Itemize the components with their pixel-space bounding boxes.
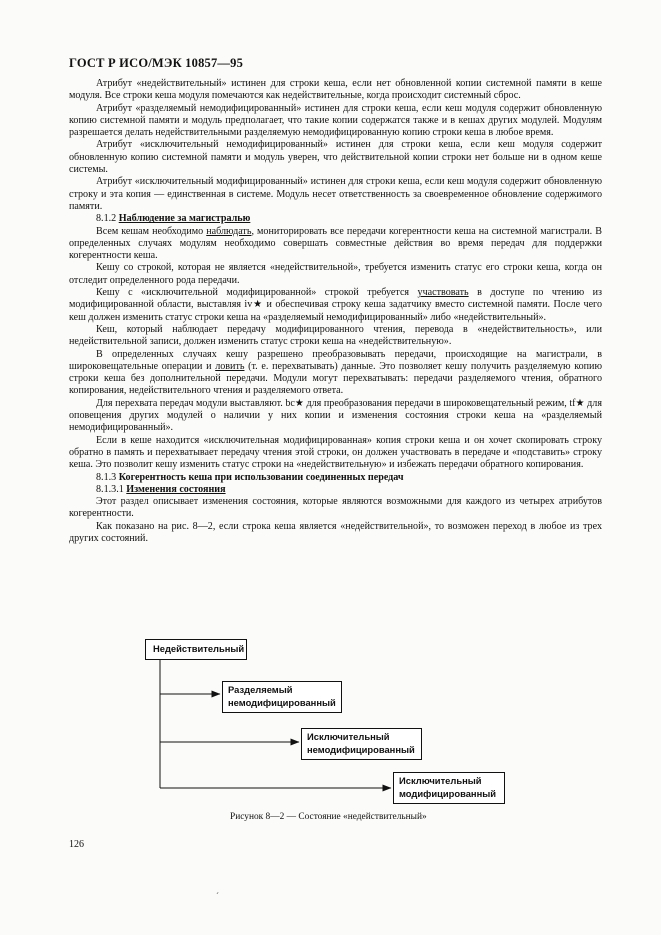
page-number: 126 bbox=[69, 839, 84, 850]
text-run: (т. е. перехватывать) данные. Это позволяет кешу получить разделяемую копию строки кеша без дополнительной передачи. Модули могут перехватывать: передачи разделяемого чтения, обратного копирования, недействительного чтения и разделяемого ответа. bbox=[69, 360, 602, 397]
paragraph: Атрибут «недействительный» истинен для строки кеша, если нет обновленной копии системной памяти в кеше модуля. Все строки кеша модуля помечаются как недействительные, когда происходит системный сброс. bbox=[69, 78, 602, 102]
state-label: модифицированный bbox=[399, 787, 497, 799]
paragraph: Этот раздел описывает изменения состояния, которые являются возможными для каждого из четырех атрибутов когерентности. bbox=[69, 496, 602, 520]
text-run: в доступе по чтению из модифицированной области, выставляя iv★ и обеспечивая строку кеша задатчику вместо системной памяти. После чего кеш должен изменить статус строки кеша на «разделяемый немодифицированный» либо «недействительный». bbox=[69, 287, 602, 323]
paragraph: Кешу со строкой, которая не является «недействительной», требуется изменить статус его строки кеша, когда он отследит определенного рода передачи. bbox=[69, 262, 602, 286]
document-header: ГОСТ Р ИСО/МЭК 10857—95 bbox=[69, 56, 244, 70]
body-text bbox=[69, 78, 602, 545]
state-label: Исключительный bbox=[399, 775, 482, 786]
section-heading-8-1-2 bbox=[69, 213, 602, 225]
section-title: Когерентность кеша при использовании соединенных передач bbox=[118, 471, 404, 483]
paragraph: Как показано на рис. 8—2, если строка кеша является «недействительной», то возможен переход в любое из трех других состояний. bbox=[69, 520, 602, 544]
paragraph: Атрибут «исключительный немодифицированный» истинен для строки кеша, если кеш модуля содержит обновленную копию системной памяти и модуль уверен, что действительной копии строки нет больше ни в одном кеше системы. bbox=[69, 139, 602, 176]
section-title: Изменения состояния bbox=[126, 483, 226, 495]
text-run: Всем кешам необходимо bbox=[96, 225, 207, 237]
paragraph: Кеш, который наблюдает передачу модифицированного чтения, перевода в «недействительность», или недействительной записи, должен изменить статус строки кеша на «недействительную». bbox=[69, 323, 602, 348]
section-heading-8-1-3-1 bbox=[69, 484, 602, 496]
paragraph: Для перехвата передач модули выставляют. bc★ для преобразования передачи в широковещательный режим, tf★ для оповещения других модулей о наличии у них копии и изменения состояния строки кеша на «разделяемый немодифицированный». bbox=[69, 397, 602, 434]
text-run: Кешу с «исключительной модифицированной» строкой требуется bbox=[96, 287, 418, 299]
state-shared-unmodified-box bbox=[222, 681, 342, 713]
state-label: Исключительный bbox=[307, 731, 390, 742]
figure-caption: Рисунок 8—2 — Состояние «недействительный» bbox=[230, 812, 427, 822]
paragraph: Атрибут «разделяемый немодифицированный» истинен для строки кеша, если кеш модуля содержит обновленную копию системной памяти и модуль предполагает, что такие копии содержатся также и в кешах других модулей. Модулям разрешается делать недействительными разделяемую немодифицированную копию строки кеша в любое время. bbox=[69, 102, 602, 139]
paragraph bbox=[69, 349, 602, 398]
paragraph bbox=[69, 287, 602, 324]
state-label: немодифицированный bbox=[307, 743, 415, 755]
paragraph: Атрибут «исключительный модифицированный» истинен для строки кеша, если кеш модуля содержит обновленную строку и эта копия — единственная в системе. Модуль несет ответственность за своевременное обновление содержимого памяти. bbox=[69, 176, 602, 212]
paragraph: Если в кеше находится «исключительная модифицированная» копия строки кеша и он хочет скопировать строку обратно в память и перехватывает передачу чтения этой строки, он должен участвовать в передаче и «подставить» строку кеша. Это позволит кешу изменить статус строки на «недействительную» и избежать передачи обратного копирования. bbox=[69, 434, 602, 471]
state-exclusive-modified-box bbox=[393, 772, 505, 804]
section-number: 8.1.2 bbox=[96, 213, 117, 225]
state-label: немодифицированный bbox=[228, 696, 336, 708]
section-number: 8.1.3.1 bbox=[96, 483, 124, 495]
state-label: Недействительный bbox=[153, 643, 245, 654]
state-invalid-box bbox=[145, 639, 247, 660]
text-run: В определенных случаях кешу разрешено преобразовывать передачи, происходящие на магистрали, в широковещательные операции и bbox=[69, 348, 602, 372]
underlined-term: участвовать bbox=[417, 287, 469, 299]
text-run: , мониторировать все передачи когерентности кеша на системной магистрали. В определенных случаях модулям необходимо совершать совместные действия во время передач для поддержки когерентности кеша. bbox=[69, 225, 602, 262]
underlined-term: наблюдать bbox=[206, 225, 252, 237]
state-exclusive-unmodified-box bbox=[301, 728, 422, 760]
section-heading-8-1-3 bbox=[69, 472, 602, 484]
underlined-term: ловить bbox=[215, 360, 245, 372]
scan-speck: ´ bbox=[216, 891, 219, 901]
paragraph bbox=[69, 226, 602, 263]
state-label: Разделяемый bbox=[228, 684, 293, 695]
section-number: 8.1.3 bbox=[96, 471, 117, 483]
section-title: Наблюдение за магистралью bbox=[118, 213, 251, 225]
